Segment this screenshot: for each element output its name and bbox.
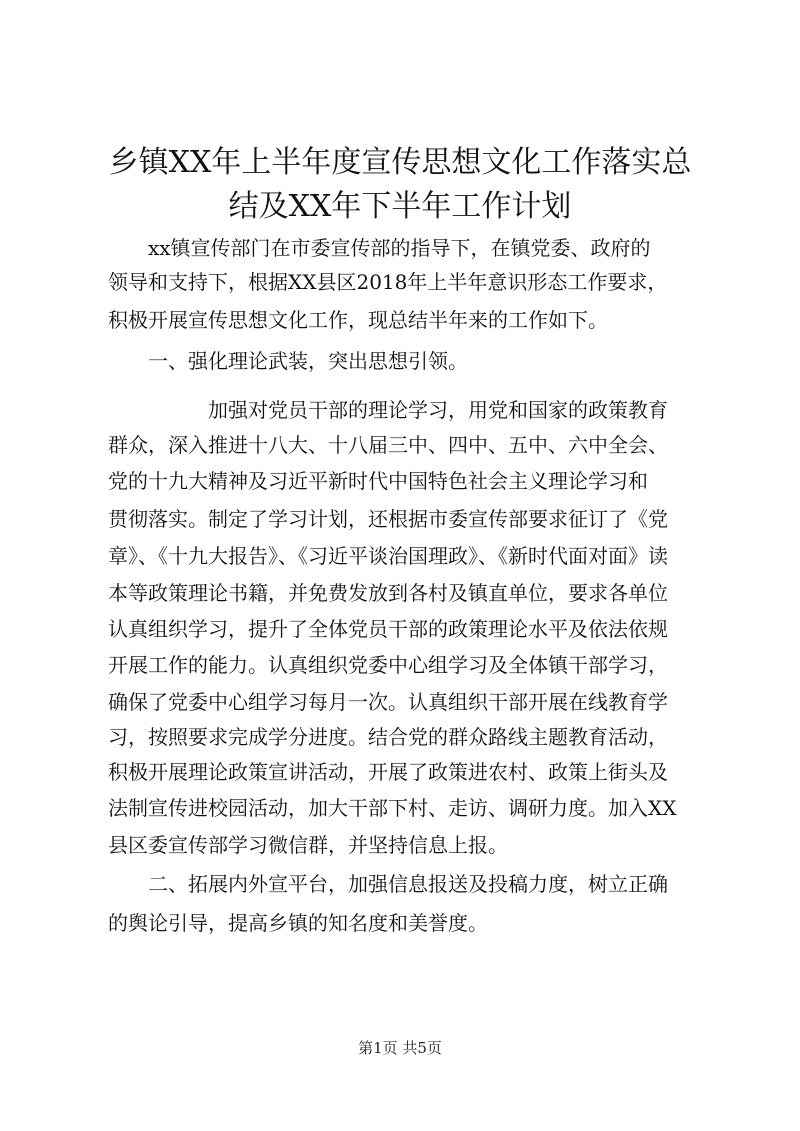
body-line: 习，按照要求完成学分进度。结合党的群众路线主题教育活动，	[108, 725, 668, 749]
body-line: 群众，深入推进十八大、十八届三中、四中、五中、六中全会、	[108, 433, 668, 457]
body-line: 积极开展理论政策宣讲活动，开展了政策进农村、政策上街头及	[108, 760, 668, 784]
body-line: xx镇宣传部门在市委宣传部的指导下，在镇党委、政府的	[108, 236, 651, 260]
page-footer: 第1页 共5页	[358, 1039, 442, 1057]
body-line: 加强对党员干部的理论学习，用党和国家的政策教育	[108, 398, 668, 422]
body-line: 认真组织学习，提升了全体党员干部的政策理论水平及依法依规	[108, 617, 668, 641]
body-line: 二、拓展内外宣平台，加强信息报送及投稿力度，树立正确	[108, 872, 668, 896]
document-title-line-2: 结及XX年下半年工作计划	[228, 189, 572, 224]
body-line: 章》、《十九大报告》、《习近平谈治国理政》、《新时代面对面》读	[108, 544, 668, 568]
document-title-line-1: 乡镇XX年上半年度宣传思想文化工作落实总	[108, 145, 692, 180]
body-line: 法制宣传进校园活动，加大干部下村、走访、调研力度。加入XX	[108, 796, 677, 820]
body-line: 的舆论引导，提高乡镇的知名度和美誉度。	[108, 911, 488, 935]
body-line: 党的十九大精神及习近平新时代中国特色社会主义理论学习和	[108, 469, 648, 493]
body-line: 积极开展宣传思想文化工作，现总结半年来的工作如下。	[108, 308, 608, 332]
body-line: 开展工作的能力。认真组织党委中心组学习及全体镇干部学习，	[108, 653, 668, 677]
body-line: 一、强化理论武装，突出思想引领。	[108, 349, 468, 373]
body-line: 贯彻落实。制定了学习计划，还根据市委宣传部要求征订了《党	[108, 507, 668, 531]
body-line: 领导和支持下，根据XX县区2018年上半年意识形态工作要求，	[108, 270, 668, 294]
body-line: 确保了党委中心组学习每月一次。认真组织干部开展在线教育学	[108, 690, 668, 714]
body-line: 本等政策理论书籍，并免费发放到各村及镇直单位，要求各单位	[108, 581, 668, 605]
body-line: 县区委宣传部学习微信群，并坚持信息上报。	[108, 833, 508, 857]
